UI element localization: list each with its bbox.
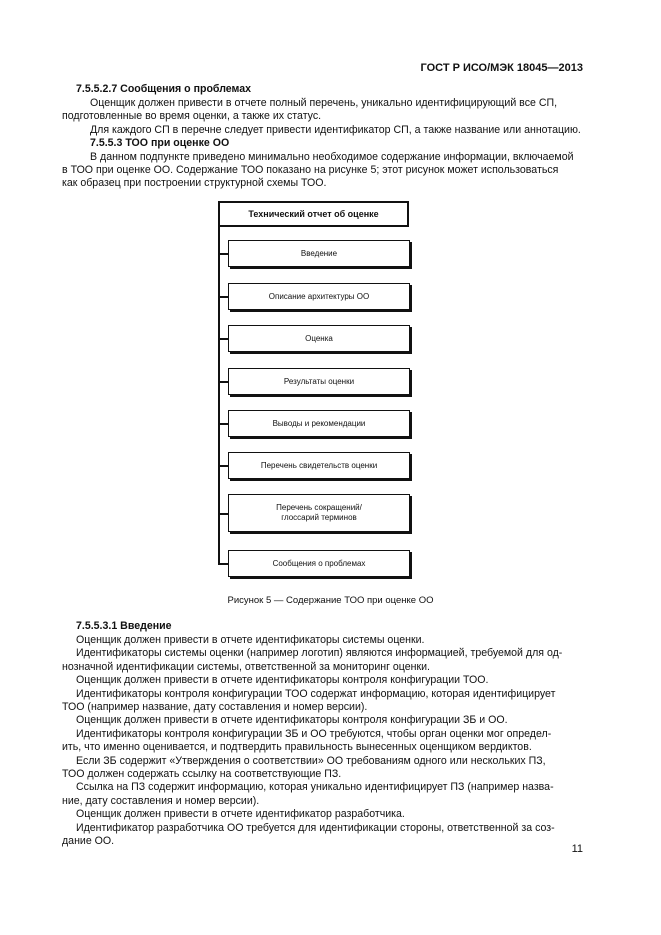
paragraph-2: Для каждого СП в перечне следует привести идентификатор СП, а также название или аннотацию.: [90, 124, 581, 136]
document-header: ГОСТ Р ИСО/МЭК 18045—2013: [420, 62, 583, 74]
heading-too: 7.5.5.3 ТОО при оценке ОО: [90, 137, 230, 149]
body-line: Оценщик должен привести в отчете идентификаторы контроля конфигурации ТОО.: [76, 674, 489, 687]
diagram-connector: [218, 423, 228, 425]
diagram-item-introduction: Введение: [228, 240, 410, 267]
diagram-connector: [218, 513, 228, 515]
body-line: дание ОО.: [62, 835, 115, 848]
diagram-connector: [218, 381, 228, 383]
diagram-item-problem-reports: Сообщения о проблемах: [228, 550, 410, 577]
diagram-connector: [218, 296, 228, 298]
body-line: Ссылка на ПЗ содержит информацию, которая уникально идентифицирует ПЗ (например назва-: [76, 781, 554, 794]
diagram-item-architecture: Описание архитектуры ОО: [228, 283, 410, 310]
body-line: Оценщик должен привести в отчете идентификаторы системы оценки.: [76, 634, 425, 646]
figure-caption: Рисунок 5 — Содержание ТОО при оценке ОО: [227, 595, 434, 606]
body-lines: [62, 634, 583, 849]
body-line: ТОО (например название, дату составления и номер версии).: [62, 701, 368, 714]
diagram-connector: [218, 563, 228, 565]
body-line: Идентификаторы контроля конфигурации ЗБ и ОО требуются, чтобы орган оценки мог определ-: [76, 727, 552, 740]
body-line: Идентификаторы контроля конфигурации ТОО содержат информацию, которая идентифицирует: [76, 687, 556, 700]
paragraph-1: Оценщик должен привести в отчете полный перечень, уникально идентифицирующий все СП,: [90, 97, 558, 109]
diagram-item-results: Результаты оценки: [228, 368, 410, 395]
diagram-item-evaluation: Оценка: [228, 325, 410, 352]
body-line: Если ЗБ содержит «Утверждения о соответствии» ОО требованиям одного или нескольких ПЗ,: [76, 754, 546, 767]
body-line: Оценщик должен привести в отчете идентификатор разработчика.: [76, 808, 405, 821]
body-line: нозначной идентификации системы, ответственной за мониторинг оценки.: [62, 660, 430, 673]
diagram-connector: [218, 338, 228, 340]
page-number: 11: [571, 843, 583, 855]
body-line: ние, дату составления и номер версии).: [62, 794, 260, 807]
body-line: Идентификаторы системы оценки (например логотип) являются информацией, требуемой для од-: [76, 647, 563, 660]
body-line: Оценщик должен привести в отчете идентификаторы контроля конфигурации ЗБ и ОО.: [76, 714, 508, 727]
diagram-connector: [218, 253, 228, 255]
diagram-item-conclusions: Выводы и рекомендации: [228, 410, 410, 437]
paragraph-1-cont: подготовленные во время оценки, а также их статус.: [62, 110, 322, 122]
diagram-top-box: Технический отчет об оценке: [218, 201, 409, 227]
diagram-item-glossary: Перечень сокращений/глоссарий терминов: [228, 494, 410, 532]
paragraph-3-line3: как образец при построении структурной схемы ТОО.: [62, 177, 327, 189]
diagram-item-evidence-list: Перечень свидетельств оценки: [228, 452, 410, 479]
body-line: ТОО должен содержать ссылку на соответствующие ПЗ.: [62, 768, 342, 781]
heading-introduction: 7.5.5.3.1 Введение: [76, 620, 172, 632]
diagram-connector: [218, 465, 228, 467]
heading-problem-reports: 7.5.5.2.7 Сообщения о проблемах: [76, 83, 252, 95]
paragraph-3: В данном подпункте приведено минимально необходимое содержание информации, включаемой: [90, 151, 574, 163]
body-line: ить, что именно оценивается, и подтвердить правильность вынесенных оценщиком вердиктов.: [62, 741, 532, 754]
paragraph-3-line2: в ТОО при оценке ОО. Содержание ТОО показано на рисунке 5; этот рисунок может использоваться: [62, 164, 559, 176]
body-line: Идентификатор разработчика ОО требуется для идентификации стороны, ответственной за соз-: [76, 821, 555, 834]
